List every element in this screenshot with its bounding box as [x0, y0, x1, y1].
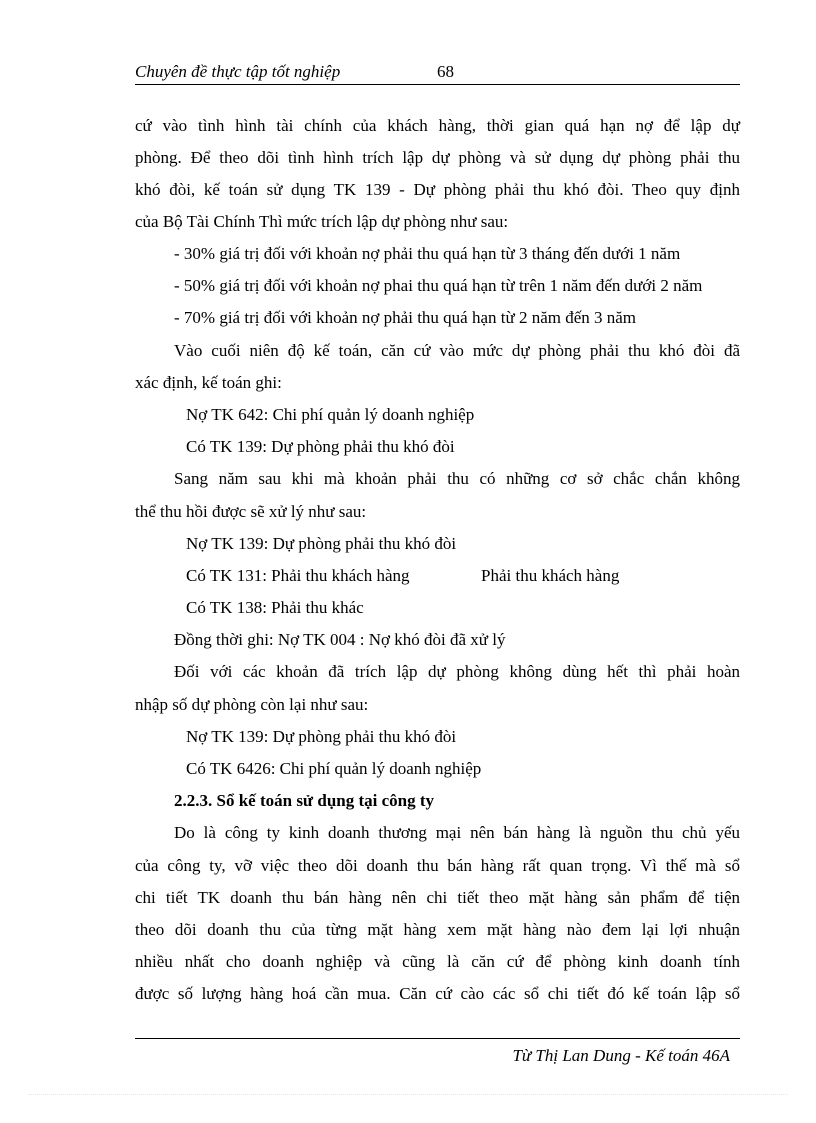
- body-line: thể thu hồi được sẽ xử lý như sau:: [135, 502, 367, 521]
- list-item: - 70% giá trị đối với khoản nợ phải thu quá hạn từ 2 năm đến 3 năm: [174, 308, 637, 327]
- body-line: cứ vào tình hình tài chính của khách hàng, thời gian quá hạn nợ để lập dự: [135, 116, 740, 135]
- body-line: khó đòi, kế toán sử dụng TK 139 - Dự phòng phải thu khó đòi. Theo quy định: [135, 180, 740, 199]
- body-line: nhiều nhất cho doanh nghiệp và cũng là căn cứ để phòng kinh doanh tính: [135, 952, 740, 971]
- page-number: 68: [437, 62, 454, 81]
- body-line: nhập số dự phòng còn lại như sau:: [135, 695, 369, 714]
- page-bottom-divider: [28, 1094, 788, 1095]
- body-line: Đồng thời ghi: Nợ TK 004 : Nợ khó đòi đã xử lý: [174, 630, 506, 649]
- journal-entry: Có TK 6426: Chi phí quản lý doanh nghiệp: [186, 759, 482, 778]
- body-line: Do là công ty kinh doanh thương mại nên bán hàng là nguồn thu chủ yếu: [174, 823, 740, 842]
- body-line: của Bộ Tài Chính Thì mức trích lập dự phòng như sau:: [135, 212, 509, 231]
- journal-entry: Nợ TK 139: Dự phòng phải thu khó đòi: [186, 534, 457, 553]
- body-line: Sang năm sau khi mà khoản phải thu có những cơ sở chắc chắn không: [174, 469, 740, 488]
- body-line: Vào cuối niên độ kế toán, căn cứ vào mức dự phòng phải thu khó đòi đã: [174, 341, 740, 360]
- body-line: xác định, kế toán ghi:: [135, 373, 282, 392]
- journal-entry: Có TK 138: Phải thu khác: [186, 598, 364, 617]
- journal-entry-duplicate: Phải thu khách hàng: [481, 566, 620, 585]
- footer-author: Từ Thị Lan Dung - Kế toán 46A: [512, 1046, 730, 1065]
- body-line: được số lượng hàng hoá cần mua. Căn cứ cào các sổ chi tiết đó kế toán lập sổ: [135, 984, 740, 1003]
- journal-entry: Có TK 131: Phải thu khách hàng: [186, 566, 410, 585]
- journal-entry: Nợ TK 139: Dự phòng phải thu khó đòi: [186, 727, 457, 746]
- journal-entry: Có TK 139: Dự phòng phải thu khó đòi: [186, 437, 455, 456]
- body-line: chi tiết TK doanh thu bán hàng nên chi tiết theo mặt hàng sản phẩm để tiện: [135, 888, 740, 907]
- list-item: - 30% giá trị đối với khoản nợ phải thu quá hạn từ 3 tháng đến dưới 1 năm: [174, 244, 681, 263]
- footer-divider: [135, 1038, 740, 1039]
- body-line: theo dõi doanh thu của từng mặt hàng xem mặt hàng nào đem lại lợi nhuận: [135, 920, 740, 939]
- section-heading: 2.2.3. Sổ kế toán sử dụng tại công ty: [174, 791, 435, 810]
- page-header: [135, 58, 740, 85]
- list-item: - 50% giá trị đối với khoản nợ phai thu quá hạn từ trên 1 năm đến dưới 2 năm: [174, 276, 703, 295]
- body-line: Đối với các khoản đã trích lập dự phòng không dùng hết thì phải hoàn: [174, 662, 740, 681]
- body-line: của công ty, vỡ việc theo dõi doanh thu bán hàng rất quan trọng. Vì thế mà sổ: [135, 856, 740, 875]
- journal-entry: Nợ TK 642: Chi phí quản lý doanh nghiệp: [186, 405, 475, 424]
- body-line: phòng. Để theo dõi tình hình trích lập dự phòng và sử dụng dự phòng phải thu: [135, 148, 740, 167]
- document-title: Chuyên đề thực tập tốt nghiệp: [135, 62, 341, 81]
